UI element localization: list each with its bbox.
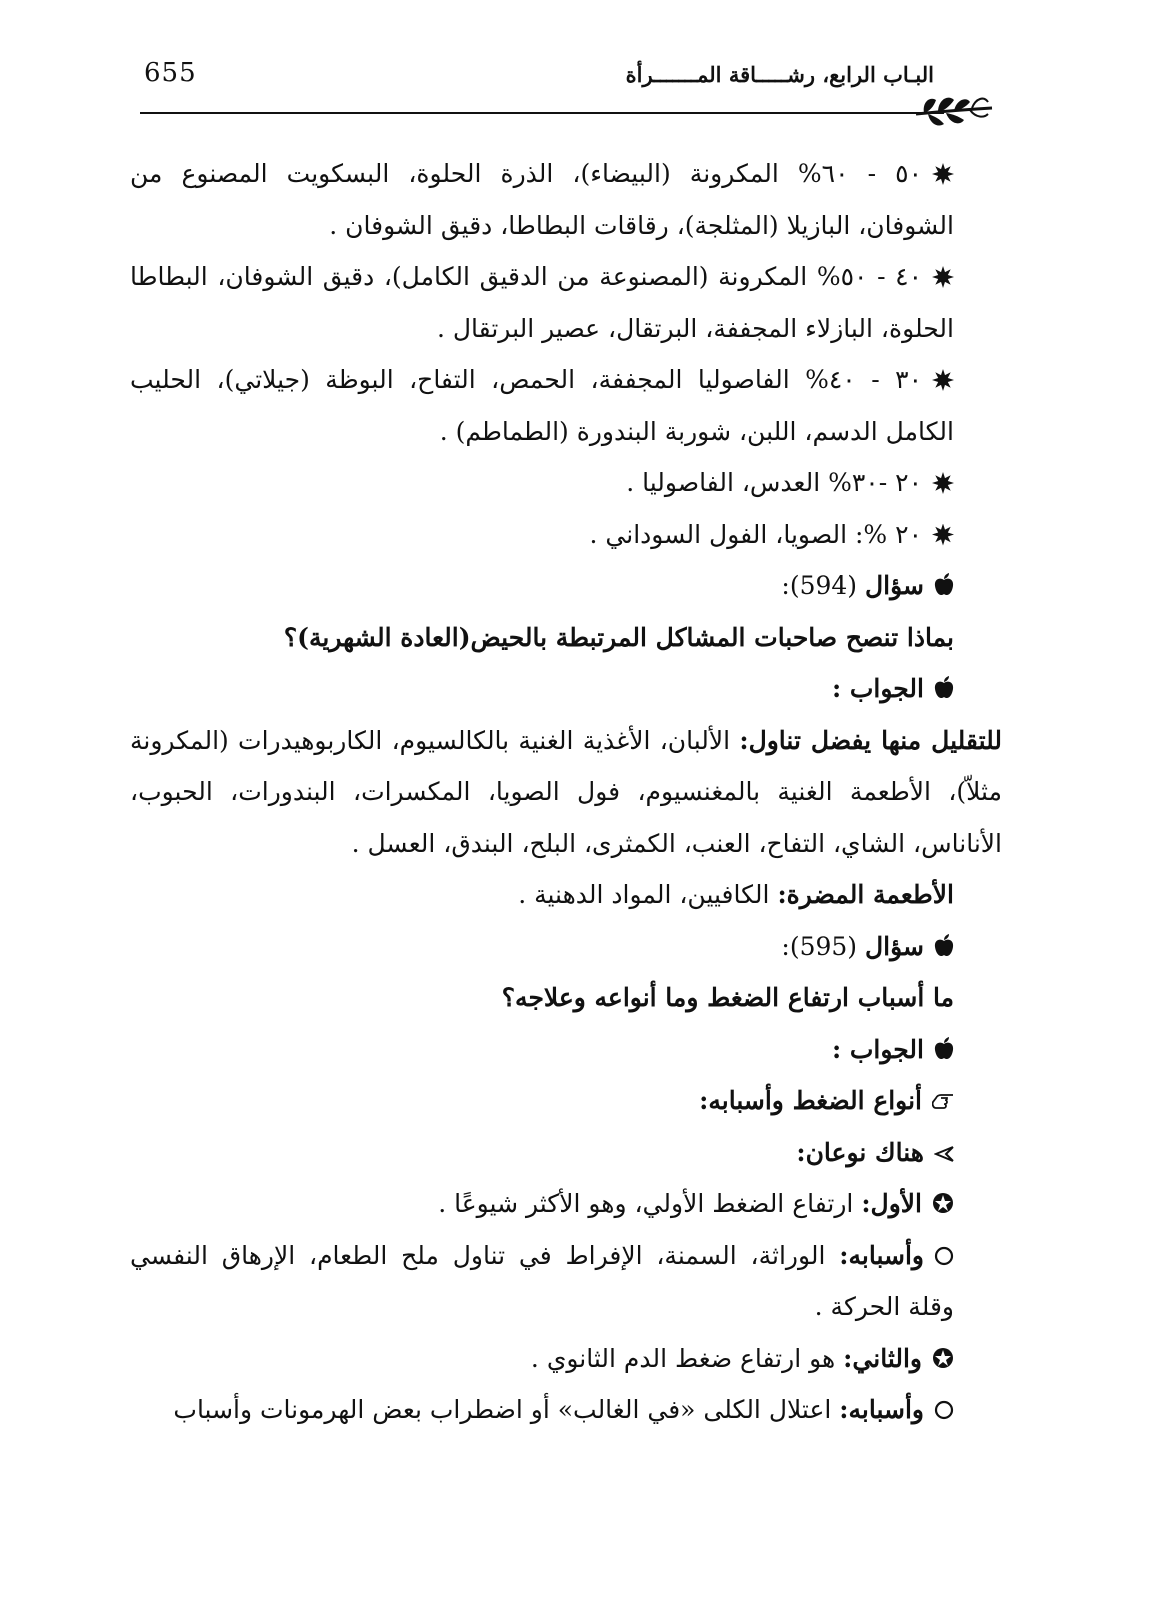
first-type-text: ارتفاع الضغط الأولي، وهو الأكثر شيوعًا . [438,1189,854,1218]
eight-point-star-icon [932,369,954,391]
item-text: ٤٠ - ٥٠% المكرونة (المصنوعة من الدقيق الكامل)، دقيق الشوفان، البطاطا الحلوة، البازلاء المجففة، البرتقال، عصير البرتقال . [130,262,954,343]
harmful-foods-text: الكافيين، المواد الدهنية . [518,880,770,909]
causes-text: اعتلال الكلى «في الغالب» أو اضطراب بعض الهرمونات وأسباب [173,1395,832,1424]
list-item [130,1230,1002,1333]
second-type-text: هو ارتفاع ضغط الدم الثانوي . [530,1343,836,1373]
second-type-label: والثاني: [843,1343,922,1373]
causes-label: وأسبابه: [839,1395,924,1424]
page-number: 655 [144,58,197,88]
types-heading: أنواع الضغط وأسبابه: [699,1086,922,1115]
circled-star-icon [932,1347,954,1369]
eight-point-star-icon [932,472,954,494]
subheading [130,1127,1002,1179]
answer-lead: للتقليل منها يفضل تناول: [739,725,1003,755]
first-type-label: الأول: [861,1189,922,1218]
list-item [130,1178,1002,1230]
question-colon: : [781,931,790,961]
item-text: ٥٠ - ٦٠% المكرونة (البيضاء)، الذرة الحلوة، البسكويت المصنوع من الشوفان، البازيلا (المثلجة)، رقاقات البطاطا، دقيق الشوفان . [130,159,954,240]
question-text: بماذا تنصح صاحبات المشاكل المرتبطة بالحيض(العادة الشهرية)؟ [283,622,954,652]
answer-label: الجواب : [831,1034,924,1064]
question-heading [130,560,1002,612]
circled-star-icon [932,1192,954,1214]
apple-icon [934,573,954,597]
list-item [130,457,1002,509]
question-number: (595) [789,931,858,961]
list-item [130,1333,1002,1385]
question-text: ما أسباب ارتفاع الضغط وما أنواعه وعلاجه؟ [501,983,954,1012]
hollow-circle-icon [934,1246,954,1266]
question-number: (594) [789,571,858,600]
item-text: ٢٠ -٣٠% العدس، الفاصوليا . [626,468,922,497]
answer-heading [130,663,1002,715]
eight-point-star-icon [932,524,954,546]
answer-paragraph [130,869,1002,921]
answer-text: الألبان، الأغذية الغنية بالكالسيوم، الكاربوهيدرات (المكرونة مثلاّ)، الأطعمة الغنية بالمغنسيوم، فول الصويا، المكسرات، البندورات، الحبوب، الأناناس، الشاي، التفاح، العنب، الكمثرى، البلح، البندق، العسل . [130,725,1002,858]
hollow-circle-icon [934,1400,954,1420]
list-item [130,148,1002,251]
list-item [130,251,1002,354]
question-label: سؤال [865,571,924,600]
question-label: سؤال [865,931,924,961]
open-triangle-icon [934,1145,954,1163]
apple-icon [934,934,954,958]
harmful-foods-lead: الأطعمة المضرة: [777,880,954,909]
list-item [130,1384,1002,1436]
subheading [130,1075,1002,1127]
running-title: البـاب الرابع، رشـــــاقة المـــــــرأة [625,62,934,87]
causes-label: وأسبابه: [839,1240,924,1270]
answer-heading [130,1024,1002,1076]
page-body [130,148,1002,1436]
question-colon: : [781,571,790,600]
apple-icon [934,676,954,700]
eight-point-star-icon [932,266,954,288]
item-text: ٢٠ %: الصويا، الفول السوداني . [589,519,922,549]
leaf-branch-ornament-icon [914,88,994,134]
header-rule [140,112,944,114]
eight-point-star-icon [932,163,954,185]
causes-text: الوراثة، السمنة، الإفراط في تناول ملح الطعام، الإرهاق النفسي وقلة الحركة . [130,1240,954,1321]
pointing-hand-icon [932,1091,954,1111]
answer-paragraph [130,715,1002,870]
item-text: ٣٠ - ٤٠% الفاصوليا المجففة، الحمص، التفاح، البوظة (جيلاتي)، الحليب الكامل الدسم، اللبن، شوربة البندورة (الطماطم) . [130,365,954,446]
list-item [130,354,1002,457]
answer-label: الجواب : [831,674,924,703]
two-types-text: هناك نوعان: [796,1137,924,1167]
question-heading [130,921,1002,973]
list-item [130,509,1002,561]
apple-icon [934,1037,954,1061]
